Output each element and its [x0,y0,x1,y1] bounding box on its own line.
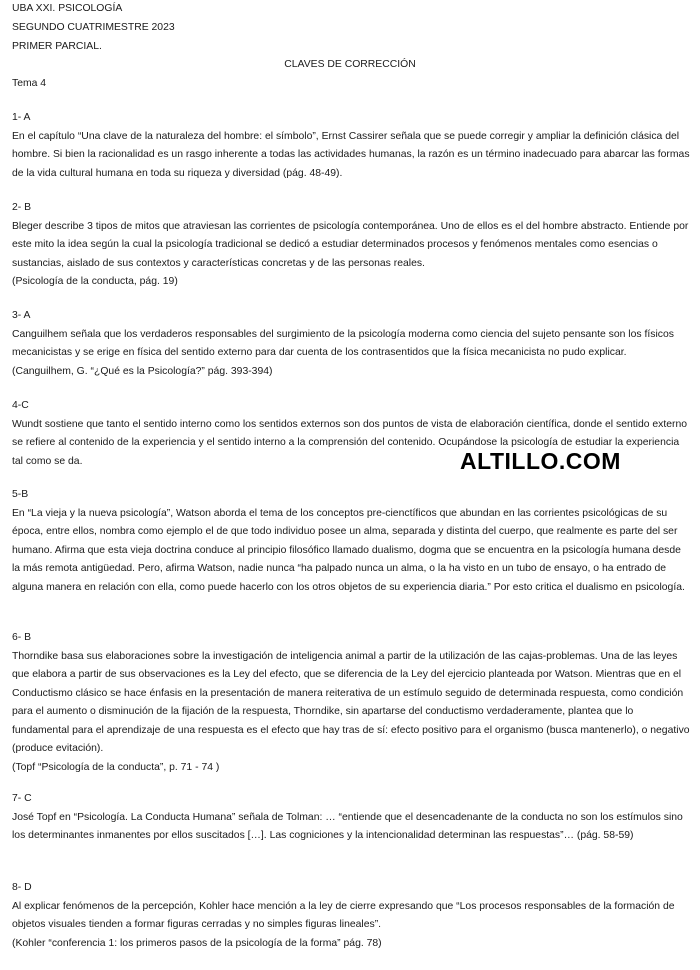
question-2 [12,199,690,292]
question-text: Bleger describe 3 tipos de mitos que atraviesan las corrientes de psicología contemporánea. Uno de ellos es el del hombre abstracto. Entiende por este mito la idea según la cual la psicología tradicional se dedicó a estudiar determinados procesos y fenómenos mentales como esencias o sustancias, aislado de sus contextos y características concretas y de las personas reales. [12,220,689,269]
question-number: 1- A [12,112,31,123]
question-number: 6- B [12,632,32,643]
question-reference: (Psicología de la conducta, pág. 19) [12,276,178,287]
question-text: José Topf en “Psicología. La Conducta Humana” señala de Tolman: … “entiende que el desencadenante de la conducta no son los estímulos sino los determinantes inmanentes por ellos suscitados […]. Las cogniciones y la intencionalidad determinan las respuestas”… (pág. 58-59) [12,811,683,841]
question-7 [12,790,690,846]
header-term: SEGUNDO CUATRIMESTRE 2023 [12,22,175,33]
question-number: 7- C [12,793,32,804]
question-5 [12,486,690,597]
question-reference: (Kohler “conferencia 1: los primeros pasos de la psicología de la forma” pág. 78) [12,937,382,949]
question-6 [12,629,690,777]
page-title: CLAVES DE CORRECCIÓN [284,59,416,70]
question-text: Canguilhem señala que los verdaderos responsables del surgimiento de la psicología moderna como ciencia del sujeto pensante son los físicos mecanicistas y se erige en física del sentido externo para dar cuenta de los contrasentidos que la física mecanicista no pudo explicar. (Canguilhem, G. “¿Qué es la Psicología?” pág. 393-394) [12,328,674,377]
question-text: Wundt sostiene que tanto el sentido interno como los sentidos externos son dos puntos de vista de elaboración científica, donde el sentido externo se refiere al contenido de la experiencia y el sentido interno a la comprensión del contenido. Ocupándose la psicología de estudiar la experiencia tal como se da. [12,418,688,467]
question-number: 8- D [12,882,32,893]
question-reference: (Topf “Psicología de la conducta”, p. 71 - 74 ) [12,761,220,773]
question-text: En el capítulo “Una clave de la naturaleza del hombre: el símbolo”, Ernst Cassirer señala que se puede corregir y ampliar la definición clásica del hombre. Si bien la racionalidad es un rasgo inherente a todas las actividades humanas, la razón es un término inadecuado para abarcar las formas de la vida cultural humana en toda su riqueza y diversidad (pág. 48-49). [12,130,690,179]
question-number: 3- A [12,310,31,321]
question-text: Al explicar fenómenos de la percepción, Kohler hace mención a la ley de cierre expresando que “Los procesos responsables de la formación de objetos visuales tienden a formar figuras cerradas y no simples figuras lineales”. [12,900,675,930]
question-number: 2- B [12,202,32,213]
question-text: Thorndike basa sus elaboraciones sobre la investigación de inteligencia animal a partir de la utilización de las cajas-problemas. Una de las leyes que elabora a partir de sus observaciones es la Ley del efecto, que se diferencia de la Ley del ejercicio planteada por Watson. Mientras que en el Conductismo clásico se hace énfasis en la presentación de manera reiterativa de un estímulo seguido de determinada respuesta, como condición para el aumento o disminución de la fijación de la respuesta, Thorndike, sin apartarse del conductismo verdaderamente, plantea que lo fundamental para el aprendizaje de una respuesta es el efecto que hay tras de sí: efecto positivo para el organismo (busca mantenerlo), o negativo (produce evitación). [12,650,690,754]
question-1 [12,109,690,183]
question-3 [12,307,690,381]
question-number: 5-B [12,489,29,500]
tema-label: Tema 4 [12,78,47,89]
header-exam: PRIMER PARCIAL. [12,41,102,52]
question-text: En “La vieja y la nueva psicología”, Watson aborda el tema de los conceptos pre-cienctíficos que abundan en las corrientes psicológicas de su época, entre ellos, nombra como ejemplo el de que todo individuo posee un alma, separada y distinta del cuerpo, que realmente es parte del ser humano. Afirma que esta vieja doctrina conduce al principio filosófico llamado dualismo, dogma que se encuentra en la psicología humana desde la más remota antigüedad. Pero, afirma Watson, nadie nunca “ha palpado nunca un alma, o la ha visto en un tubo de ensayo, o ha entrado de alguna manera en relación con ella, como puede hacerlo con los otros objetos de su experiencia diaria.” Por esto critica el dualismo en psicología. [12,507,685,593]
question-number: 4-C [12,400,29,411]
question-8 [12,879,690,953]
header-institution: UBA XXI. PSICOLOGÍA [12,3,123,14]
altillo-watermark: ALTILLO.COM [460,448,621,474]
